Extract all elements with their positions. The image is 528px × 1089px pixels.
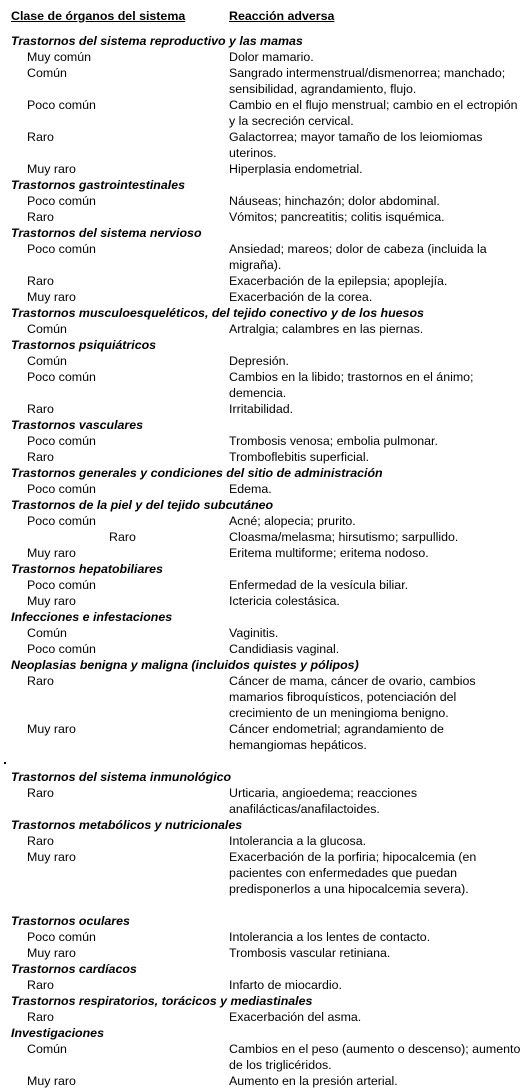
frequency-cell: Muy raro <box>27 290 76 304</box>
table-row <box>11 161 523 177</box>
reaction-cell: Artralgia; calambres en las piernas. <box>229 322 424 336</box>
section-title: Trastornos vasculares <box>11 418 144 432</box>
table-row <box>11 433 523 449</box>
frequency-cell: Raro <box>27 834 54 848</box>
frequency-cell: Poco común <box>27 98 96 112</box>
table-row <box>11 977 523 993</box>
reaction-cell: Cloasma/melasma; hirsutismo; sarpullido. <box>229 530 459 544</box>
table-row <box>11 529 523 545</box>
frequency-cell: Raro <box>27 130 54 144</box>
frequency-cell: Raro <box>27 402 54 416</box>
table-row <box>11 1009 523 1025</box>
table-row <box>11 625 523 641</box>
frequency-cell: Poco común <box>27 930 96 944</box>
frequency-cell: Común <box>27 1042 67 1056</box>
frequency-cell: Muy común <box>27 50 92 64</box>
table-row <box>11 353 523 369</box>
frequency-cell: Poco común <box>27 578 96 592</box>
reaction-cell: Cáncer de mama, cáncer de ovario, cambios mamarios fibroquísticos, potenciación del crecimiento de un meningioma benigno. <box>229 674 476 720</box>
reaction-cell: Exacerbación de la porfiria; hipocalcemia (en pacientes con enfermedades que puedan predisponerlos a una hipocalcemia severa). <box>229 850 477 896</box>
reaction-cell: Trombosis vascular retiniana. <box>229 946 391 960</box>
table-row <box>11 593 523 609</box>
adverse-reactions-table <box>11 33 523 1089</box>
table-header <box>11 8 523 24</box>
reaction-cell: Intolerancia a los lentes de contacto. <box>229 930 431 944</box>
section-title: Trastornos del sistema nervioso <box>11 226 202 240</box>
table-row <box>11 641 523 657</box>
frequency-cell: Muy raro <box>27 162 76 176</box>
frequency-cell: Común <box>27 626 67 640</box>
section-title: Neoplasias benigna y maligna (incluidos quistes y pólipos) <box>11 658 359 672</box>
table-row <box>11 785 523 817</box>
header-organ-class: Clase de órganos del sistema <box>11 9 186 23</box>
table-row <box>11 721 523 753</box>
table-row <box>11 65 523 97</box>
section-title: Trastornos respiratorios, torácicos y mediastinales <box>11 994 313 1008</box>
reaction-cell: Dolor mamario. <box>229 50 314 64</box>
reaction-cell: Trombosis venosa; embolia pulmonar. <box>229 434 438 448</box>
section-title: Trastornos hepatobiliares <box>11 562 163 576</box>
section-title: Infecciones e infestaciones <box>11 610 173 624</box>
frequency-cell: Común <box>27 322 67 336</box>
reaction-cell: Infarto de miocardio. <box>229 978 342 992</box>
frequency-cell: Poco común <box>27 482 96 496</box>
section-title: Trastornos psiquiátricos <box>11 338 157 352</box>
reaction-cell: Exacerbación del asma. <box>229 1010 362 1024</box>
reaction-cell: Náuseas; hinchazón; dolor abdominal. <box>229 194 440 208</box>
section-title: Investigaciones <box>11 1026 104 1040</box>
reaction-cell: Urticaria, angioedema; reacciones anafilácticas/anafilactoides. <box>229 786 418 816</box>
header-adverse-reaction: Reacción adversa <box>229 9 335 23</box>
table-row <box>11 849 523 897</box>
table-row <box>11 193 523 209</box>
frequency-cell: Poco común <box>27 434 96 448</box>
table-row <box>11 513 523 529</box>
frequency-cell: Poco común <box>27 642 96 656</box>
reaction-cell: Eritema multiforme; eritema nodoso. <box>229 546 429 560</box>
reaction-cell: Depresión. <box>229 354 289 368</box>
frequency-cell: Muy raro <box>27 594 76 608</box>
reaction-cell: Ictericia colestásica. <box>229 594 340 608</box>
frequency-cell: Muy raro <box>27 850 76 864</box>
reaction-cell: Enfermedad de la vesícula biliar. <box>229 578 409 592</box>
reaction-cell: Edema. <box>229 482 272 496</box>
reaction-cell: Exacerbación de la epilepsia; apoplejía. <box>229 274 448 288</box>
reaction-cell: Cambios en el peso (aumento o descenso); aumento de los triglicéridos. <box>229 1042 521 1072</box>
table-row <box>11 673 523 721</box>
table-row <box>11 449 523 465</box>
frequency-cell: Poco común <box>27 514 96 528</box>
section-title: Trastornos oculares <box>11 914 130 928</box>
table-row <box>11 929 523 945</box>
reaction-cell: Exacerbación de la corea. <box>229 290 373 304</box>
frequency-cell: Raro <box>27 978 54 992</box>
frequency-cell: Común <box>27 66 67 80</box>
reaction-cell: Candidiasis vaginal. <box>229 642 340 656</box>
reaction-cell: Intolerancia a la glucosa. <box>229 834 367 848</box>
table-row <box>11 401 523 417</box>
section-title: Trastornos cardíacos <box>11 962 137 976</box>
reaction-cell: Cambios en la libido; trastornos en el ánimo; demencia. <box>229 370 474 400</box>
table-row <box>11 97 523 129</box>
table-row <box>11 545 523 561</box>
table-row <box>11 289 523 305</box>
frequency-cell: Poco común <box>27 194 96 208</box>
frequency-cell: Muy raro <box>27 722 76 736</box>
frequency-cell: Raro <box>27 210 54 224</box>
frequency-cell: Raro <box>27 786 54 800</box>
frequency-cell: Común <box>27 354 67 368</box>
table-row <box>11 577 523 593</box>
table-row <box>11 1073 523 1089</box>
table-row <box>11 481 523 497</box>
table-row <box>11 49 523 65</box>
frequency-cell: Muy raro <box>27 546 76 560</box>
reaction-cell: Tromboflebitis superficial. <box>229 450 370 464</box>
table-row <box>11 833 523 849</box>
table-row <box>11 129 523 161</box>
reaction-cell: Ansiedad; mareos; dolor de cabeza (incluida la migraña). <box>229 242 487 272</box>
section-title: Trastornos metabólicos y nutricionales <box>11 818 243 832</box>
reaction-cell: Vaginitis. <box>229 626 279 640</box>
reaction-cell: Galactorrea; mayor tamaño de los leiomiomas uterinos. <box>229 130 483 160</box>
frequency-cell: Poco común <box>27 370 96 384</box>
table-row <box>11 321 523 337</box>
table-row <box>11 945 523 961</box>
table-row <box>11 241 523 273</box>
table-row <box>11 1041 523 1073</box>
frequency-cell: Muy raro <box>27 1074 76 1088</box>
frequency-cell: Raro <box>27 674 54 688</box>
section-title: Trastornos musculoesqueléticos, del tejido conectivo y de los huesos <box>11 306 424 320</box>
stray-dot <box>4 762 6 764</box>
table-row <box>11 209 523 225</box>
reaction-cell: Acné; alopecia; prurito. <box>229 514 356 528</box>
section-title: Trastornos del sistema reproductivo y las mamas <box>11 34 303 48</box>
section-title: Trastornos generales y condiciones del sitio de administración <box>11 466 383 480</box>
reaction-cell: Hiperplasia endometrial. <box>229 162 363 176</box>
frequency-cell: Muy raro <box>27 946 76 960</box>
frequency-cell: Raro <box>27 450 54 464</box>
reaction-cell: Aumento en la presión arterial. <box>229 1074 398 1088</box>
frequency-cell: Poco común <box>27 242 96 256</box>
section-title: Trastornos de la piel y del tejido subcutáneo <box>11 498 274 512</box>
reaction-cell: Sangrado intermenstrual/dismenorrea; manchado; sensibilidad, agrandamiento, flujo. <box>229 66 506 96</box>
frequency-cell: Raro <box>27 1010 54 1024</box>
section-title: Trastornos del sistema inmunológico <box>11 770 232 784</box>
table-row <box>11 369 523 401</box>
reaction-cell: Cáncer endometrial; agrandamiento de hemangiomas hepáticos. <box>229 722 444 752</box>
section-title: Trastornos gastrointestinales <box>11 178 185 192</box>
reaction-cell: Vómitos; pancreatitis; colitis isquémica. <box>229 210 445 224</box>
reaction-cell: Irritabilidad. <box>229 402 294 416</box>
reaction-cell: Cambio en el flujo menstrual; cambio en el ectropión y la secreción cervical. <box>229 98 518 128</box>
frequency-cell: Raro <box>27 274 54 288</box>
table-row <box>11 273 523 289</box>
frequency-cell: Raro <box>109 530 136 544</box>
